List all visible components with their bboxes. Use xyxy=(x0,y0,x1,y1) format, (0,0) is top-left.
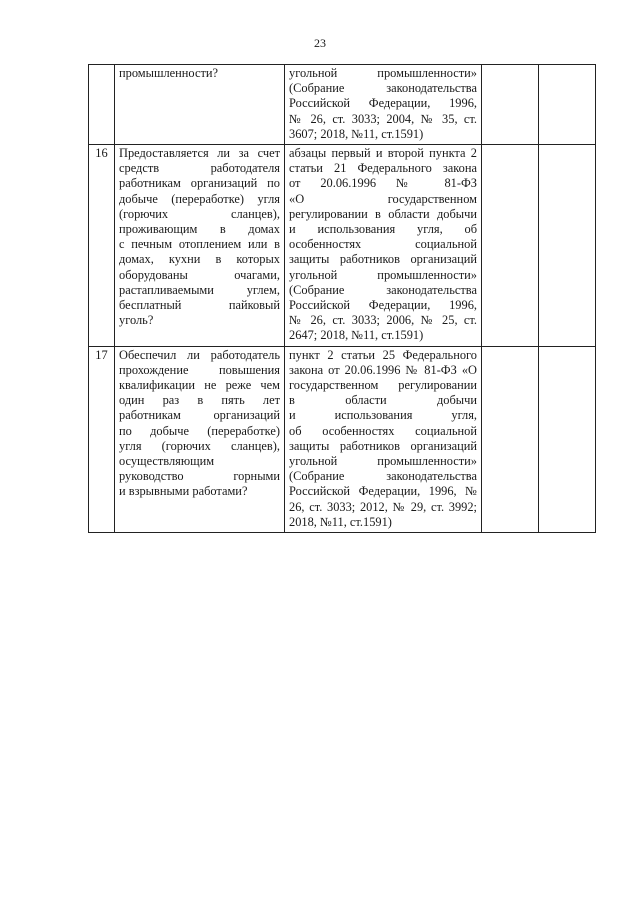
question-line: по добыче (переработке) xyxy=(119,423,280,438)
question-line: работникам организаций по xyxy=(119,176,280,191)
reference-line: Российской Федерации, 1996, xyxy=(289,298,477,313)
reference-line: 2647; 2018, №11, ст.1591) xyxy=(289,328,424,343)
reference-line: пункт 2 статьи 25 Федерального xyxy=(289,347,477,362)
row-number: 16 xyxy=(95,146,108,161)
reference-line: защиты работников организаций xyxy=(289,438,477,453)
question-line: осуществляющим xyxy=(119,454,215,469)
legal-reference-cell xyxy=(285,145,482,347)
reference-line: «О государственном xyxy=(289,191,477,206)
reference-line: угольной промышленности» xyxy=(289,267,477,282)
reference-line: 3607; 2018, №11, ст.1591) xyxy=(289,126,424,141)
reference-line: защиты работников организаций xyxy=(289,252,477,267)
question-line: оборудованы очагами, xyxy=(119,267,280,282)
answer-cell-empty xyxy=(482,346,539,532)
checklist-table xyxy=(88,64,596,533)
reference-line: государственном регулировании xyxy=(289,378,477,393)
row-number-cell xyxy=(89,145,115,347)
reference-line: закона от 20.06.1996 № 81-ФЗ «О xyxy=(289,362,477,377)
question-cell xyxy=(115,65,285,145)
page-number: 23 xyxy=(314,36,326,50)
question-line: добыче (переработке) угля xyxy=(119,191,280,206)
question-line: квалификации не реже чем xyxy=(119,378,280,393)
reference-line: регулировании в области добычи xyxy=(289,206,477,221)
row-number: 17 xyxy=(95,347,108,362)
question-line: средств работодателя xyxy=(119,161,280,176)
reference-line: и использования угля, об xyxy=(289,222,477,237)
question-cell xyxy=(115,145,285,347)
question-line: прохождение повышения xyxy=(119,362,280,377)
question-cell xyxy=(115,346,285,532)
reference-line: № 26, ст. 3033; 2004, № 35, ст. xyxy=(289,111,477,126)
reference-line: № 26, ст. 3033; 2006, № 25, ст. xyxy=(289,313,477,328)
reference-line: об особенностях социальной xyxy=(289,423,477,438)
table-row xyxy=(89,145,596,347)
note-cell-empty xyxy=(539,65,596,145)
answer-cell-empty xyxy=(482,145,539,347)
reference-line: Российской Федерации, 1996, № xyxy=(289,484,477,499)
note-cell-empty xyxy=(539,346,596,532)
legal-reference-cell xyxy=(285,65,482,145)
reference-line: абзацы первый и второй пункта 2 xyxy=(289,146,477,161)
question-line: (горючих сланцев), xyxy=(119,206,280,221)
question-line: промышленности? xyxy=(119,66,218,80)
checklist-table-body xyxy=(89,65,596,533)
question-line: проживающим в домах xyxy=(119,222,280,237)
reference-line: (Собрание законодательства xyxy=(289,81,477,96)
question-line: руководство горными xyxy=(119,469,280,484)
question-line: с печным отоплением или в xyxy=(119,237,280,252)
question-line: бесплатный пайковый xyxy=(119,298,280,313)
reference-line: угольной промышленности» xyxy=(289,454,477,469)
question-line: один раз в пять лет xyxy=(119,393,280,408)
reference-line: (Собрание законодательства xyxy=(289,282,477,297)
reference-line: 26, ст. 3033; 2012, № 29, ст. 3992; xyxy=(289,499,477,514)
table-row xyxy=(89,65,596,145)
reference-line: от 20.06.1996 № 81-ФЗ xyxy=(289,176,477,191)
question-line: растапливаемыми углем, xyxy=(119,282,280,297)
reference-line: Российской Федерации, 1996, xyxy=(289,96,477,111)
question-line: Предоставляется ли за счет xyxy=(119,146,280,161)
table-row xyxy=(89,346,596,532)
reference-line: и использования угля, xyxy=(289,408,477,423)
reference-line: особенностях социальной xyxy=(289,237,477,252)
question-line: Обеспечил ли работодатель xyxy=(119,347,280,362)
reference-line: в области добычи xyxy=(289,393,477,408)
question-line: домах, кухни в которых xyxy=(119,252,280,267)
legal-reference-cell xyxy=(285,346,482,532)
reference-line: статьи 21 Федерального закона xyxy=(289,161,477,176)
answer-cell-empty xyxy=(482,65,539,145)
reference-line: (Собрание законодательства xyxy=(289,469,477,484)
question-line: работникам организаций xyxy=(119,408,280,423)
row-number-cell xyxy=(89,65,115,145)
question-line: угля (горючих сланцев), xyxy=(119,438,280,453)
question-line: уголь? xyxy=(119,313,154,328)
question-line: и взрывными работами? xyxy=(119,484,248,499)
note-cell-empty xyxy=(539,145,596,347)
reference-line: 2018, №11, ст.1591) xyxy=(289,514,392,529)
row-number-cell xyxy=(89,346,115,532)
reference-line: угольной промышленности» xyxy=(289,66,477,80)
